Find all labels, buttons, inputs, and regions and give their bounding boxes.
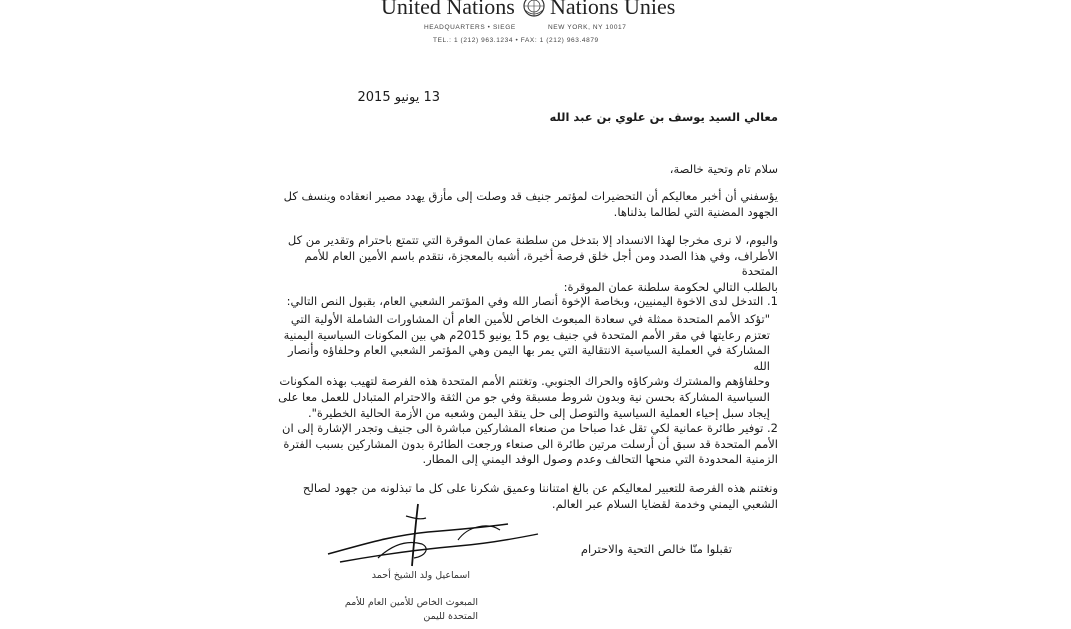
signatory-title-line-1: المبعوث الخاص للأمين العام للأمم (344, 597, 478, 608)
quoted-statement-line: السياسية المشاركة بحسن نية وبدون شروط مسبقة وفي جو من الثقة والاحترام المتبادل للعمل معا على (278, 389, 770, 404)
request-item-2 (268, 421, 778, 468)
quoted-statement-line: تعتزم رعايتها في مقر الأمم المتحدة في جنيف يوم 15 يونيو 2015م هي بين المكونات السياسية اليمنية (283, 327, 770, 342)
quoted-statement-line: وحلفاؤهم والمشترك وشركاؤه والحراك الجنوبي. وتغتنم الأمم المتحدة هذه الفرصة لتهيب بهذه المكونات (279, 374, 770, 389)
signatory-title-line-2: المتحدة لليمن (423, 611, 478, 622)
quoted-statement-line: إيجاد سبل إحياء العملية السياسية والتوصل إلى حل ينقذ اليمن وشعبه من الأزمة الحالية الخطيرة". (307, 405, 770, 420)
letterhead-address-left: HEADQUARTERS • SIEGE (424, 24, 516, 31)
recipient: معالي السيد يوسف بن علوي بن عبد الله (549, 110, 778, 124)
request-item-1 (268, 294, 778, 310)
paragraph-3-line: الشعبي اليمني وخدمة لقضايا السلام عبر العالم. (551, 496, 778, 511)
handwritten-signature (318, 496, 548, 576)
paragraph-3-line: ونغتنم هذه الفرصة للتعبير لمعاليكم عن بالغ امتناننا وعميق شكرنا على كل ما تبذلونه من جهود لصالح (302, 481, 778, 495)
quoted-statement (268, 312, 770, 421)
letter-date: 13 يونيو 2015 (357, 90, 440, 105)
paragraph-2-line: بالطلب التالي لحكومة سلطنة عمان الموقرة: (563, 279, 778, 294)
paragraph-2-line: واليوم، لا نرى مخرجا لهذا الانسداد إلا بتدخل من سلطنة عمان الموقرة التي تتمتع باحترام وتقدير من كل (287, 233, 778, 247)
greeting: سلام تام وتحية خالصة، (669, 162, 778, 176)
signatory-name: اسماعيل ولد الشيخ أحمد (371, 570, 470, 581)
paragraph-1 (268, 189, 778, 220)
paragraph-2 (268, 233, 778, 295)
quoted-statement-line: "تؤكد الأمم المتحدة ممثلة في سعادة المبعوث الخاص للأمين العام أن المشاورات الشاملة الأولية التي (290, 312, 770, 326)
paragraph-2-line: الأطراف، وفي هذا الصدد ومن أجل خلق فرصة أخيرة، أشبه بالمعجزة، نتقدم باسم الأمين العام للأمم المتحدة (304, 248, 778, 279)
quoted-statement-line: المشاركة في العملية السياسية الانتقالية التي يمر بها اليمن وهي المؤتمر الشعبي العام وحلفاؤه وأنصار الله (288, 343, 770, 373)
letterhead-french-name: Nations Unies (550, 0, 676, 19)
un-emblem-icon (522, 0, 546, 18)
request-item-1-line: 1. التدخل لدى الاخوة اليمنيين، وبخاصة الإخوة أنصار الله وفي المؤتمر الشعبي العام، بقبول النص التالي: (286, 294, 778, 308)
letterhead-phone-fax: TEL.: 1 (212) 963.1234 • FAX: 1 (212) 963.4879 (433, 37, 599, 44)
request-item-2-line: 2. توفير طائرة عمانية لكي تقل غدا صباحا من صنعاء المشاركين مباشرة الى جنيف وتجدر الإشارة إلى ان (282, 421, 778, 435)
request-item-2-line: الزمنية المحدودة التي منحها التحالف وعدم وصول الوفد اليمني إلى المطار. (422, 452, 778, 467)
paragraph-1-line: الجهود المضنية التي لطالما بذلناها. (613, 204, 778, 219)
letterhead-english-name: United Nations (381, 0, 515, 19)
paragraph-1-line: يؤسفني أن أخبر معاليكم أن التحضيرات لمؤتمر جنيف قد وصلت إلى مأزق يهدد مصير انعقاده وينسف كل (283, 189, 778, 203)
letterhead-address-right: NEW YORK, NY 10017 (548, 24, 627, 31)
request-item-2-line: الأمم المتحدة قد سبق أن أرسلت مرتين طائرة الى صنعاء ورجعت الطائرة بدون المشاركين بسبب الفترة (283, 436, 778, 451)
closing-salutation: تقبلوا منّا خالص التحية والاحترام (580, 542, 732, 556)
